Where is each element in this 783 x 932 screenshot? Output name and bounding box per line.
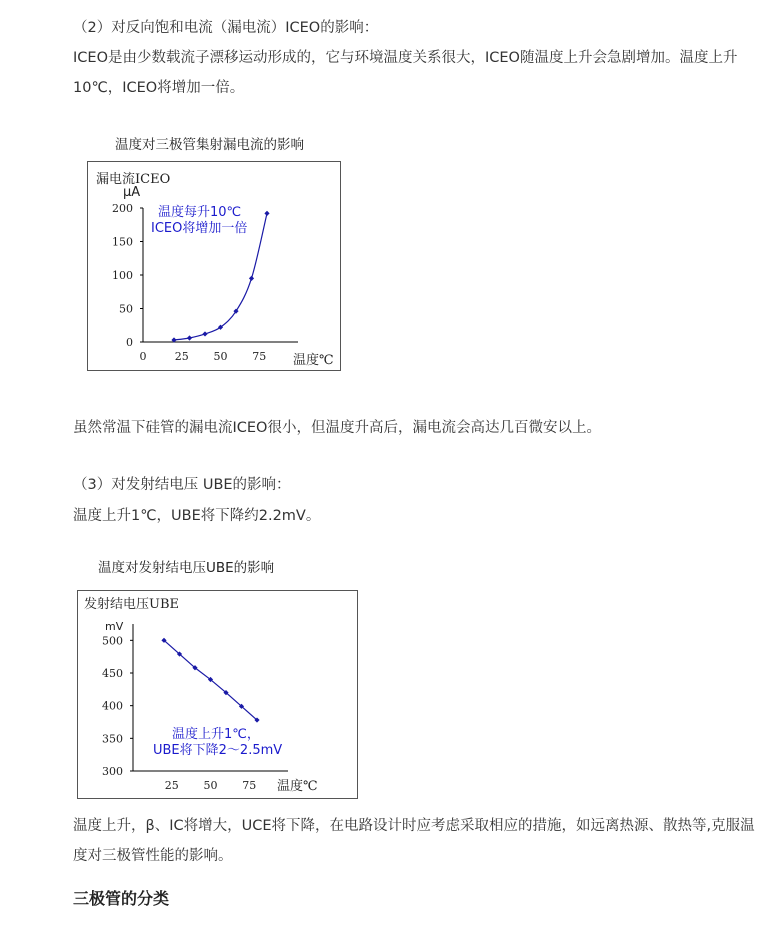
x-tick-label: 25: [174, 350, 189, 363]
conclusion: 温度上升，β、IC将增大，UCE将下降，在电路设计时应考虑采取相应的措施，如远离热源、散热等,克服温度对三极管性能的影响。: [73, 818, 755, 864]
chart2-annotation-line2: UBE将下降2～2.5mV: [153, 743, 283, 758]
chart1-annotation-line1: 温度每升10℃: [158, 205, 242, 220]
chart2-ylabel: 发射结电压UBE: [84, 597, 179, 612]
data-point: [264, 211, 269, 216]
section3-body: 温度上升1℃，UBE将下降约2.2mV。: [73, 508, 321, 524]
y-tick-label: 50: [119, 302, 133, 316]
chart1-annotation-line2: ICEO将增加一倍: [151, 221, 248, 236]
chart1-y-ticks: [112, 202, 143, 349]
x-tick-label: 75: [252, 350, 267, 363]
data-point: [202, 331, 207, 336]
x-tick-label: 75: [242, 779, 257, 792]
chart1-title: 温度对三极管集射漏电流的影响: [115, 137, 304, 153]
y-tick-label: 400: [102, 699, 123, 713]
chart2-plot: [78, 591, 357, 798]
y-tick-label: 450: [102, 667, 123, 680]
x-tick-label: 25: [164, 779, 179, 792]
y-tick-label: 500: [102, 634, 123, 648]
section2-body: ICEO是由少数载流子漂移运动形成的，它与环境温度关系很大，ICEO随温度上升会急剧增加。温度上升10℃，ICEO将增加一倍。: [73, 50, 738, 96]
section3-heading: （3）对发射结电压 UBE的影响：: [73, 477, 291, 493]
next-section-heading: 三极管的分类: [73, 889, 170, 908]
y-tick-label: 0: [126, 336, 133, 349]
chart1-ylabel: 漏电流ICEO: [96, 172, 171, 187]
chart2-yunit: mV: [105, 620, 124, 633]
x-tick-label: 50: [203, 779, 218, 792]
chart2-y-ticks: [102, 634, 133, 778]
chart1-yunit: μA: [123, 185, 141, 200]
chart2-frame: [77, 590, 358, 799]
chart2-title: 温度对发射结电压UBE的影响: [98, 560, 275, 576]
y-tick-label: 100: [112, 269, 133, 282]
y-tick-label: 350: [102, 732, 123, 746]
chart2-x-ticks: [165, 779, 257, 792]
chart2-annotation-line1: 温度上升1℃，: [172, 727, 260, 742]
x-tick-label: 0: [139, 350, 147, 363]
y-tick-label: 200: [112, 202, 133, 215]
data-point: [249, 276, 254, 281]
chart1-x-ticks: [140, 350, 267, 363]
y-tick-label: 300: [102, 765, 123, 778]
chart1-xlabel: 温度℃: [293, 353, 334, 368]
chart1-plot: [88, 162, 340, 370]
x-tick-label: 50: [213, 350, 228, 363]
section2-after: 虽然常温下硅管的漏电流ICEO很小，但温度升高后，漏电流会高达几百微安以上。: [73, 420, 601, 436]
chart2-xlabel: 温度℃: [277, 779, 318, 794]
y-tick-label: 150: [112, 235, 133, 249]
section2-heading: （2）对反向饱和电流（漏电流）ICEO的影响：: [73, 20, 379, 36]
data-point: [187, 335, 192, 340]
chart1-frame: [87, 161, 341, 371]
